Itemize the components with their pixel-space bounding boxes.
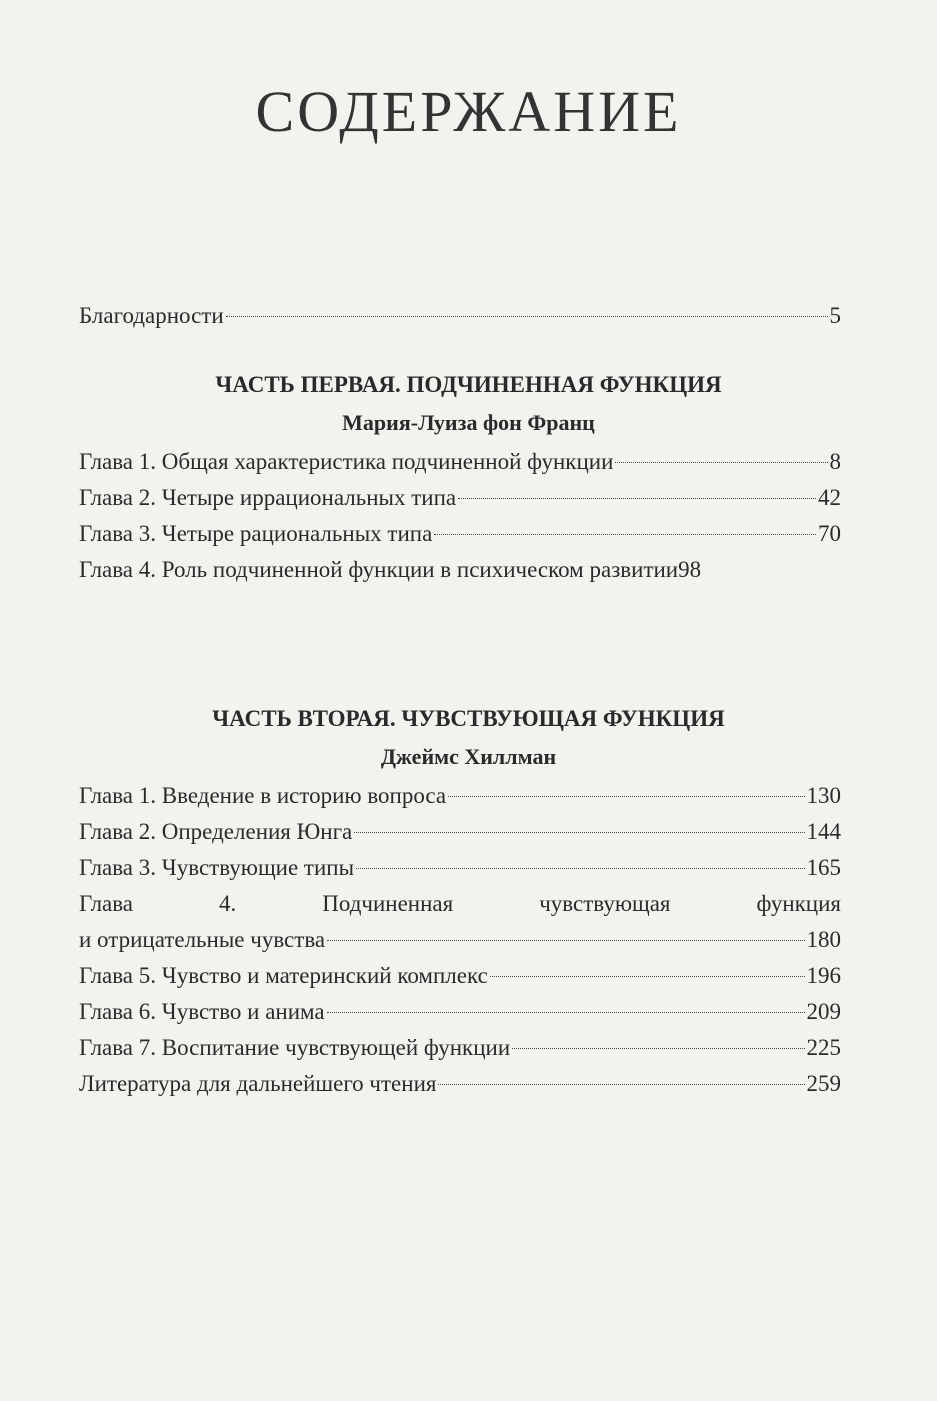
toc-entry-page: 259 <box>806 1071 841 1096</box>
toc-entry-title: Глава 1. Общая характеристика подчиненной функции <box>79 449 614 474</box>
toc-row[interactable] <box>79 298 841 334</box>
toc-entry-title: Глава 6. Чувство и анима <box>79 999 325 1024</box>
toc-entry-title: Глава 2. Четыре иррациональных типа <box>79 485 457 510</box>
toc-row-chapter4-line1[interactable] <box>79 886 841 922</box>
toc-entry-page: 70 <box>818 521 841 546</box>
toc-word: функция <box>756 891 841 916</box>
toc-entry-page: 130 <box>806 783 841 808</box>
toc-row[interactable] <box>79 778 841 814</box>
toc-part2 <box>79 778 841 1102</box>
toc-row[interactable] <box>79 444 841 480</box>
toc-entry-page: 8 <box>829 449 841 474</box>
toc-entry-title: Глава 7. Воспитание чувствующей функции <box>79 1035 511 1060</box>
toc-entry-title: и отрицательные чувства <box>79 927 326 952</box>
toc-entry-title: Глава 3. Четыре рациональных типа <box>79 521 433 546</box>
dot-leader <box>490 976 805 977</box>
dot-leader <box>448 796 804 797</box>
toc-row[interactable] <box>79 1066 841 1102</box>
toc-row[interactable] <box>79 516 841 552</box>
part-author: Джеймс Хиллман <box>380 744 557 769</box>
toc-word: 4. <box>219 891 237 916</box>
dot-leader <box>615 462 827 463</box>
dot-leader <box>327 940 804 941</box>
toc-entry-page: 209 <box>806 999 841 1024</box>
toc-entry-title: Глава 2. Определения Юнга <box>79 819 353 844</box>
toc-row[interactable] <box>79 552 841 588</box>
toc-entry-title: Глава 1. Введение в историю вопроса <box>79 783 447 808</box>
toc-preface <box>79 298 841 334</box>
toc-word: Подчиненная <box>322 891 454 916</box>
part-heading: ЧАСТЬ ПЕРВАЯ. ПОДЧИНЕННАЯ ФУНКЦИЯ <box>215 372 722 397</box>
toc-entry-title: Благодарности <box>79 303 224 328</box>
toc-entry-title: Глава 3. Чувствующие типы <box>79 855 355 880</box>
toc-entry-page: 98 <box>678 557 702 582</box>
toc-entry-page: 42 <box>818 485 841 510</box>
part-heading: ЧАСТЬ ВТОРАЯ. ЧУВСТВУЮЩАЯ ФУНКЦИЯ <box>212 706 725 731</box>
dot-leader <box>434 534 816 535</box>
toc-word: Глава <box>79 891 134 916</box>
toc-entry-page: 144 <box>806 819 841 844</box>
toc-row[interactable] <box>79 480 841 516</box>
toc-row[interactable] <box>79 850 841 886</box>
dot-leader <box>512 1048 804 1049</box>
dot-leader <box>354 832 804 833</box>
toc-word: чувствующая <box>539 891 671 916</box>
dot-leader <box>356 868 804 869</box>
dot-leader <box>226 316 828 317</box>
toc-entry-page: 180 <box>806 927 841 952</box>
toc-entry-title: Глава 4. Роль подчиненной функции в психическом развитии <box>79 557 679 582</box>
toc-entry-page: 225 <box>806 1035 841 1060</box>
toc-part1 <box>79 444 841 588</box>
dot-leader <box>458 498 816 499</box>
dot-leader <box>438 1084 804 1085</box>
part-author: Мария-Луиза фон Франц <box>342 410 595 435</box>
toc-entry-title: Литература для дальнейшего чтения <box>79 1071 437 1096</box>
toc-entry-page: 165 <box>806 855 841 880</box>
toc-row[interactable] <box>79 814 841 850</box>
toc-entry-page: 196 <box>806 963 841 988</box>
toc-row[interactable] <box>79 1030 841 1066</box>
dot-leader <box>327 1012 805 1013</box>
toc-entry-page: 5 <box>829 303 841 328</box>
toc-row[interactable] <box>79 994 841 1030</box>
toc-row-chapter4-line2[interactable] <box>79 922 841 958</box>
page-title: СОДЕРЖАНИЕ <box>255 79 682 144</box>
toc-entry-title: Глава 5. Чувство и материнский комплекс <box>79 963 488 988</box>
toc-row[interactable] <box>79 958 841 994</box>
